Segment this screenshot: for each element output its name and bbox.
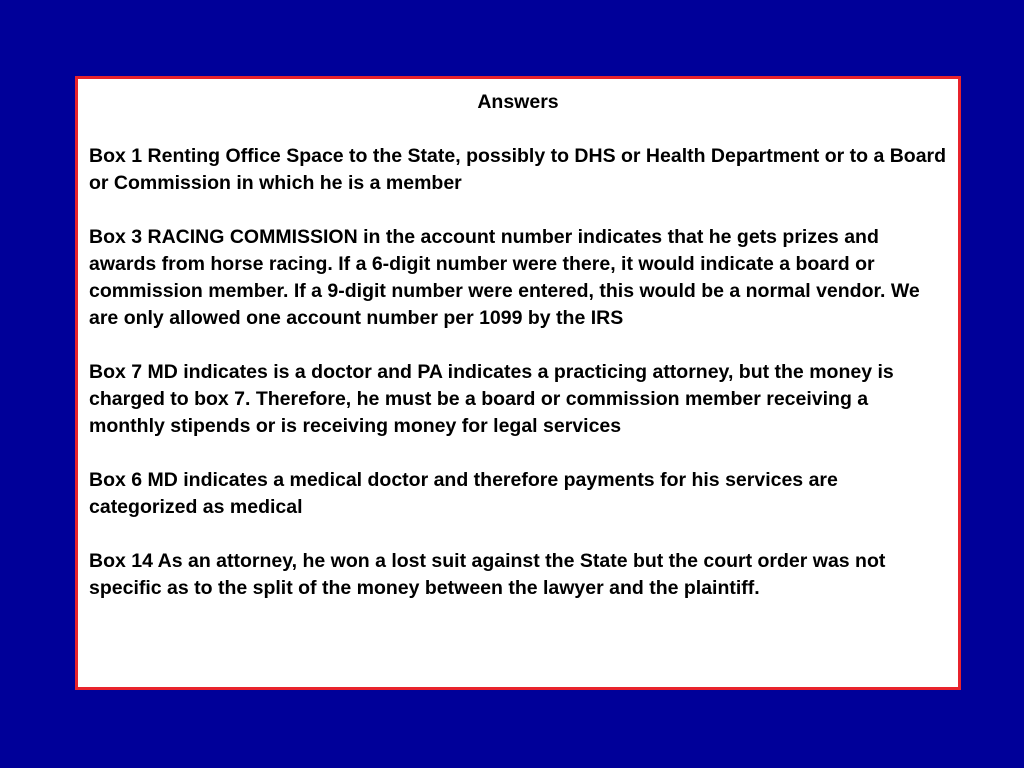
answers-title: Answers <box>477 91 559 113</box>
answer-box-6: Box 6 MD indicates a medical doctor and therefore payments for his services are categorized as medical <box>89 469 838 518</box>
answer-box-7: Box 7 MD indicates is a doctor and PA indicates a practicing attorney, but the money is charged to box 7. Therefore, he must be a board or commission member receiving a monthly stipends or is receiving money for legal services <box>89 361 894 437</box>
answers-panel <box>75 76 961 690</box>
answer-box-3: Box 3 RACING COMMISSION in the account number indicates that he gets prizes and awards from horse racing. If a 6-digit number were there, it would indicate a board or commission member. If a 9-digit number were entered, this would be a normal vendor. We are only allowed one account number per 1099 by the IRS <box>89 226 920 329</box>
answer-box-1: Box 1 Renting Office Space to the State, possibly to DHS or Health Department or to a Board or Commission in which he is a member <box>89 145 947 194</box>
answer-box-14: Box 14 As an attorney, he won a lost suit against the State but the court order was not specific as to the split of the money between the lawyer and the plaintiff. <box>89 550 886 599</box>
